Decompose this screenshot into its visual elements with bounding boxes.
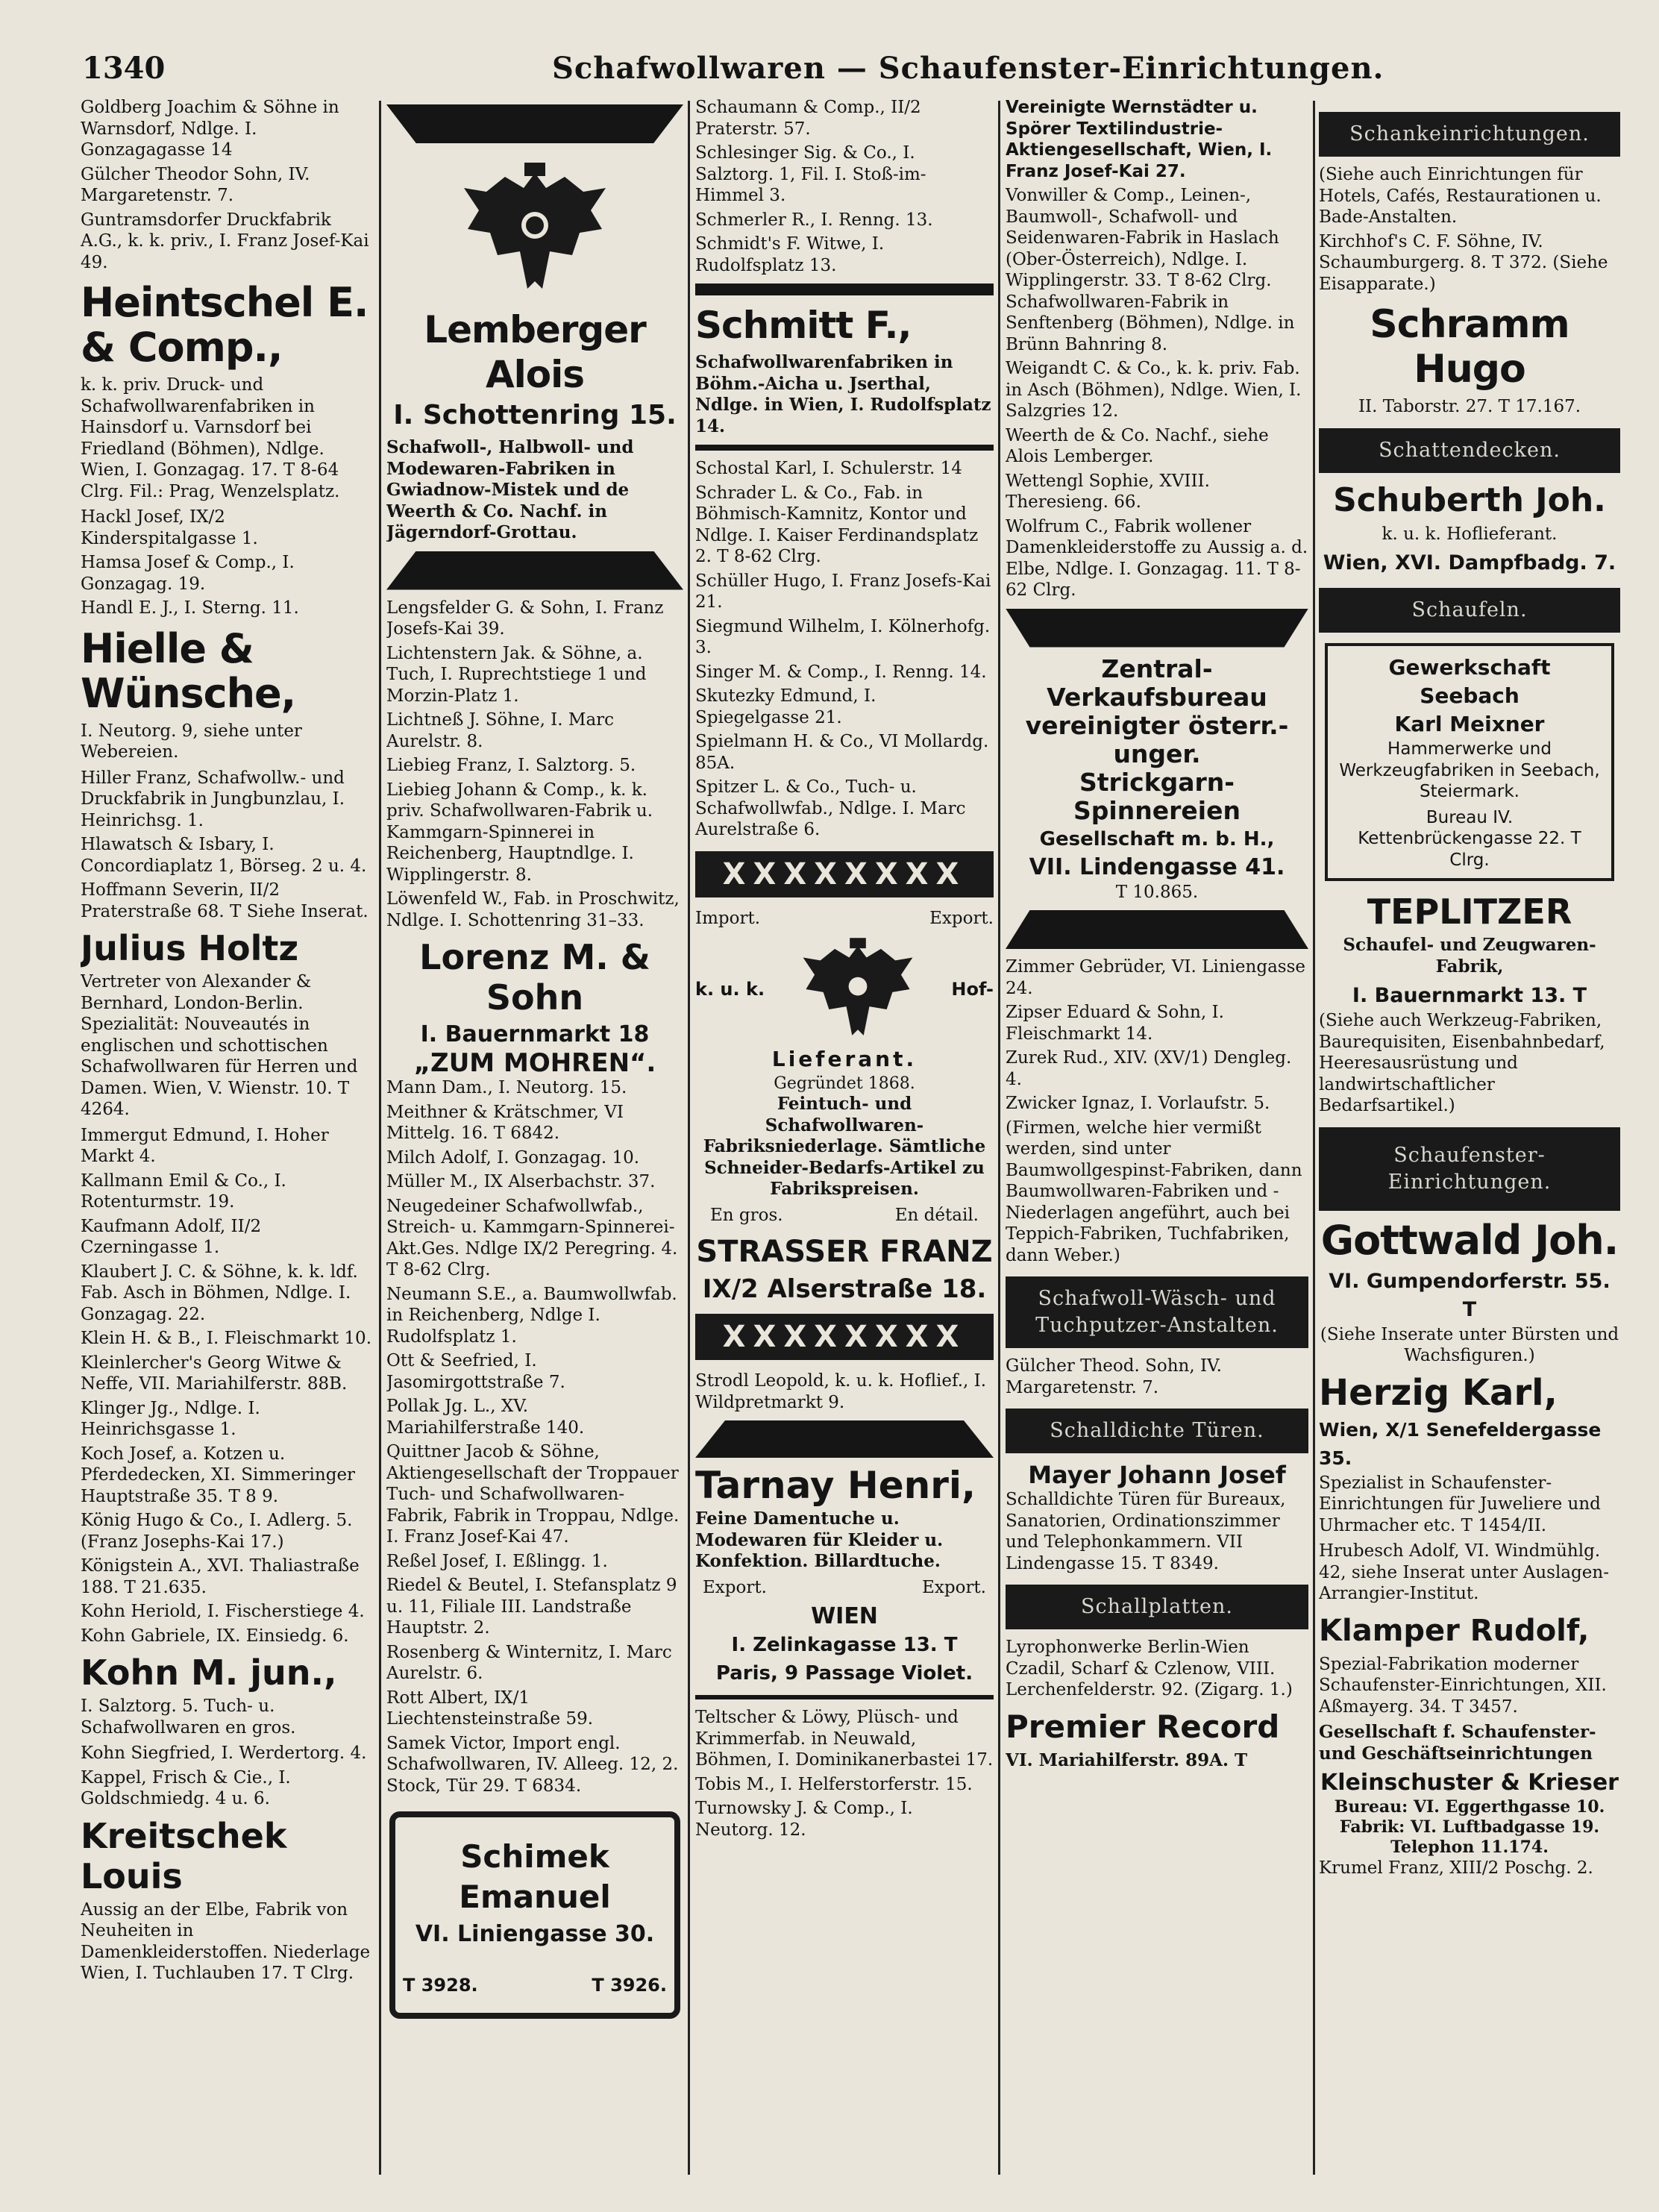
section-header-schank: Schankeinrichtungen. (1319, 112, 1620, 157)
list-item: Rott Albert, IX/1 Liechtensteinstraße 59. (386, 1688, 594, 1729)
list-item: Hamsa Josef & Comp., I. Gonzagag. 19. (81, 553, 295, 594)
ad-seebach-box (1325, 643, 1614, 881)
ad-tarnay-name: Tarnay Henri, (695, 1464, 976, 1507)
ad-heintschel-name: Heintschel E. & Comp., (81, 279, 369, 371)
list-item: Ott & Seefried, I. Jasomirgottstraße 7. (386, 1351, 565, 1392)
list-item: Gülcher Theodor Sohn, IV. Margaretenstr. 7. (81, 164, 310, 205)
ad-mayer-name: Mayer Johann Josef (1028, 1461, 1286, 1489)
ornament-bar (695, 1420, 994, 1458)
ad-klamper-name: Klamper Rudolf, (1319, 1613, 1590, 1648)
list-item: Teltscher & Löwy, Plüsch- und Krimmerfab. in Neuwald, Böhmen, I. Dominikanerbastei 17. (695, 1708, 994, 1770)
section-header-wasch: Schafwoll-Wäsch- und Tuchputzer-Anstalten. (1006, 1276, 1308, 1348)
list-item: Kappel, Frisch & Cie., I. Goldschmiedg. 4 u. 6. (81, 1767, 291, 1808)
list-item: Schmidt's F. Witwe, I. Rudolfsplatz 13. (695, 234, 885, 275)
ad-teplitzer-address: I. Bauernmarkt 13. T (1352, 984, 1587, 1007)
list-item: Schmerler R., I. Renng. 13. (695, 210, 933, 230)
ad-tarnay-address: I. Zelinkagasse 13. T (731, 1634, 958, 1656)
list-item: Samek Victor, Import engl. Schafwollwaren, IV. Alleeg. 12, 2. Stock, Tür 29. T 6834. (386, 1733, 679, 1796)
list-item: (Firmen, welche hier vermißt werden, sind unter Baumwollgespinst-Fabriken, dann Baumwollwaren-Fabriken und -Niederlagen angeführt, auch bei Teppich-Fabriken, Tuchfabriken, dann Weber.) (1006, 1118, 1302, 1265)
list-item: Weerth de & Co. Nachf., siehe Alois Lemberger. (1006, 425, 1269, 466)
list-item: Hlawatsch & Isbary, I. Concordiaplatz 1, Börseg. 2 u. 4. (81, 835, 367, 876)
list-item: Spitzer L. & Co., Tuch- u. Schafwollwfab., Ndlge. I. Marc Aurelstraße 6. (695, 777, 966, 839)
list-item: Goldberg Joachim & Söhne in Warnsdorf, Ndlge. I. Gonzagagasse 14 (81, 98, 339, 160)
ornament-bar (695, 1695, 994, 1699)
ad-hielle-text: I. Neutorg. 9, siehe unter Webereien. (81, 721, 302, 762)
column-1 (81, 97, 373, 2178)
section-header-schaufeln: Schaufeln. (1319, 588, 1620, 633)
ad-strasser-address: IX/2 Alserstraße 18. (702, 1274, 987, 1304)
list-item: Klinger Jg., Ndlge. I. Heinrichsgasse 1. (81, 1398, 260, 1439)
list-item: Reßel Josef, I. Eßlingg. 1. (386, 1551, 608, 1571)
ad-heintschel-text: k. k. priv. Druck- und Schafwollwarenfabriken in Hainsdorf u. Varnsdorf bei Friedland (Böhmen), Ndlge. Wien, I. Gonzagag. 17. T 8-64 Clrg. Fil.: Prag, Wenzelsplatz. (81, 375, 340, 501)
ornament-bar (1006, 910, 1308, 949)
ad-ges-name: Kleinschuster & Krieser (1320, 1770, 1619, 1796)
ad-gottwald-address: VI. Gumpendorferstr. 55. T (1329, 1269, 1611, 1321)
ad-seebach-name: Gewerkschaft Seebach (1388, 655, 1551, 708)
ad-seebach-text: Hammerwerke und Werkzeugfabriken in Seebach, Steiermark. (1339, 739, 1600, 801)
ad-lemberger-text: Schafwoll-, Halbwoll- und Modewaren-Fabriken in Gwiadnow-Mistek und de Weerth & Co. Nachf. in Jägerndorf-Grottau. (386, 437, 634, 542)
list-item: Skutezky Edmund, I. Spiegelgasse 21. (695, 686, 876, 727)
ad-tarnay-paris: Paris, 9 Passage Violet. (715, 1662, 973, 1685)
list-item: Spielmann H. & Co., VI Mollardg. 85A. (695, 732, 989, 773)
list-item: Zwicker Ignaz, I. Vorlaufstr. 5. (1006, 1094, 1270, 1113)
ad-kreitschek-name: Kreitschek Louis (81, 1815, 287, 1896)
list-item: Schaumann & Comp., II/2 Praterstr. 57. (695, 98, 921, 139)
double-eagle-icon (794, 933, 921, 1045)
list-item: Turnowsky J. & Comp., I. Neutorg. 12. (695, 1799, 913, 1840)
ad-hof-crest-row (695, 933, 994, 1045)
ad-hof-kuk: k. u. k. (695, 979, 765, 1000)
list-item: Wolfrum C., Fabrik wollener Damenkleiderstoffe zu Aussig a. d. Elbe, Ndlge. I. Gonzagag. 11. T 8-62 Clrg. (1006, 516, 1308, 600)
list-item: Hiller Franz, Schafwollw.- und Druckfabrik in Jungbunzlau, I. Heinrichsg. 1. (81, 768, 345, 830)
list-item: Siegmund Wilhelm, I. Kölnerhofg. 3. (695, 616, 991, 657)
ornament-xrow: XXXXXXXX (695, 1314, 994, 1360)
ad-ges-bureau: Bureau: VI. Eggerthgasse 10. (1334, 1797, 1605, 1817)
list-item: Guntramsdorfer Druckfabrik A.G., k. k. priv., I. Franz Josef-Kai 49. (81, 210, 369, 272)
ad-lorenz-address: I. Bauernmarkt 18 (420, 1021, 650, 1047)
list-item: Hackl Josef, IX/2 Kinderspitalgasse 1. (81, 507, 258, 548)
list-item: Gülcher Theod. Sohn, IV. Margaretenstr. 7. (1006, 1356, 1222, 1397)
ad-schmitt-text: Schafwollwarenfabriken in Böhm.-Aicha u. Jserthal, Ndlge. in Wien, I. Rudolfsplatz 14. (695, 352, 991, 436)
ornament-xrow: XXXXXXXX (695, 851, 994, 897)
section-note-schank: (Siehe auch Einrichtungen für Hotels, Cafés, Restaurationen u. Bade-Anstalten. (1319, 165, 1602, 227)
ad-vereinigte-name: Vereinigte Wernstädter u. Spörer Textilindustrie-Aktiengesellschaft, Wien, I. Franz Josef-Kai 27. (1006, 98, 1273, 181)
list-item: Handl E. J., I. Sterng. 11. (81, 598, 299, 618)
list-item: Löwenfeld W., Fab. in Proschwitz, Ndlge. I. Schottenring 31–33. (386, 889, 680, 930)
column-4 (1006, 97, 1308, 2178)
double-eagle-icon (453, 158, 617, 300)
section-header-schallplatten: Schallplatten. (1006, 1585, 1308, 1629)
ornament-bar (386, 104, 683, 143)
ad-tarnay-city: WIEN (811, 1603, 878, 1629)
ad-seebach-address: Bureau IV. Kettenbrückengasse 22. T Clrg. (1358, 807, 1581, 870)
ad-teplitzer-sub: Schaufel- und Zeugwaren-Fabrik, (1343, 935, 1596, 977)
list-item: Wettengl Sophie, XVIII. Theresieng. 66. (1006, 471, 1210, 512)
ad-hof-engros: En gros. (710, 1205, 783, 1225)
ad-tarnay-export-2: Export. (922, 1577, 986, 1597)
ad-ges-phone: Telephon 11.174. (1390, 1837, 1549, 1857)
list-item: Meithner & Krätschmer, VI Mittelg. 16. T 6842. (386, 1102, 624, 1143)
ad-kohn-text: I. Salztorg. 5. Tuch- u. Schafwollwaren en gros. (81, 1696, 296, 1738)
list-item: Liebieg Johann & Comp., k. k. priv. Schafwollwaren-Fabrik u. Kammgarn-Spinnerei in Reichenberg, Hauptndlge. I. Wipplingerstr. 8. (386, 780, 653, 885)
ad-hof-import: Import. (695, 908, 761, 928)
section-header-schaufenster: Schaufenster-Einrichtungen. (1319, 1127, 1620, 1211)
ad-hof-lieferant: Lieferant. (771, 1047, 918, 1071)
ad-premier-name: Premier Record (1006, 1708, 1280, 1745)
ad-kreitschek-text: Aussig an der Elbe, Fabrik von Neuheiten in Damenkleiderstoffen. Niederlage Wien, I. Tuchlauben 17. T Clrg. (81, 1899, 371, 1983)
list-item: Müller M., IX Alserbachstr. 37. (386, 1172, 656, 1191)
list-item: Kleinlercher's Georg Witwe & Neffe, VII. Mariahilferstr. 88B. (81, 1353, 348, 1394)
column-rule (1313, 101, 1315, 2175)
ad-zentral-phone: T 10.865. (1115, 882, 1199, 902)
running-title: Schafwollwaren — Schaufenster-Einrichtungen. (552, 51, 1384, 86)
ad-teplitzer-note: (Siehe auch Werkzeug-Fabriken, Baurequisiten, Eisenbahnbedarf, Heeresausrüstung und landwirtschaftlicher Bedarfsartikel.) (1319, 1011, 1605, 1115)
ad-seebach-owner: Karl Meixner (1394, 712, 1545, 736)
list-item: Schrader L. & Co., Fab. in Böhmisch-Kamnitz, Kontor und Ndlge. I. Kaiser Ferdinandsplatz 2. T 8-62 Clrg. (695, 483, 979, 566)
ad-tarnay-export-1: Export. (703, 1577, 767, 1597)
ad-ges-fabrik: Fabrik: VI. Luftbadgasse 19. (1339, 1817, 1600, 1837)
list-item: Schostal Karl, I. Schulerstr. 14 (695, 459, 962, 478)
list-item: Kohn Heriold, I. Fischerstiege 4. (81, 1602, 365, 1621)
list-item: Singer M. & Comp., I. Renng. 14. (695, 662, 987, 682)
list-item: Hrubesch Adolf, VI. Windmühlg. 42, siehe Inserat unter Auslagen-Arrangier-Institut. (1319, 1541, 1609, 1603)
column-3 (695, 97, 994, 2178)
ad-schramm-address: II. Taborstr. 27. T 17.167. (1358, 397, 1581, 416)
ad-holtz-name: Julius Holtz (81, 928, 299, 968)
column-2 (386, 97, 683, 2178)
ad-schramm-name: Schramm Hugo (1370, 302, 1569, 392)
ad-teplitzer-name: TEPLITZER (1367, 892, 1572, 932)
list-item: Riedel & Beutel, I. Stefansplatz 9 u. 11, Filiale III. Landstraße Hauptstr. 2. (386, 1576, 677, 1638)
ad-lorenz-sign: „ZUM MOHREN“. (413, 1048, 656, 1078)
list-item: Lyrophonwerke Berlin-Wien Czadil, Scharf & Czlenow, VIII. Lerchenfelderstr. 92. (Zigarg. 1.) (1006, 1638, 1293, 1699)
list-item: Kohn Siegfried, I. Werdertorg. 4. (81, 1743, 367, 1763)
ad-mayer-text: Schalldichte Türen für Bureaux, Sanatorien, Ordinationszimmer und Telephonkammern. VII Lindengasse 15. T 8349. (1006, 1490, 1286, 1573)
ad-schimek-phones (403, 1971, 667, 1999)
ornament-bar (695, 283, 994, 295)
ad-zentral-name-2: vereinigter österr.-unger. (1025, 710, 1289, 768)
ad-zentral-address: VII. Lindengasse 41. (1029, 853, 1285, 880)
ad-schuberth-address: Wien, XVI. Dampfbadg. 7. (1323, 551, 1616, 574)
ad-zentral-name-1: Zentral-Verkaufsbureau (1047, 654, 1267, 712)
ad-lemberger-name: Lemberger Alois (424, 308, 646, 396)
list-item: Vonwiller & Comp., Leinen-, Baumwoll-, Schafwoll- und Seidenwaren-Fabrik in Haslach (Ober-Österreich), Ndlge. I. Wipplingerstr. 33. T 8-62 Clrg. Schafwollwaren-Fabrik in Senftenberg (Böhmen), Ndlge. in Brünn Bahnring 8. (1006, 186, 1295, 354)
list-item: Lichtneß J. Söhne, I. Marc Aurelstr. 8. (386, 710, 615, 751)
ad-hof-top (695, 908, 994, 930)
ad-hof-text: Feintuch- und Schafwollwaren-Fabriksniederlage. Sämtliche Schneider-Bedarfs-Artikel zu Fabrikspreisen. (703, 1094, 986, 1199)
ad-herzig-name: Herzig Karl, (1319, 1371, 1558, 1414)
ad-lemberger-address: I. Schottenring 15. (393, 400, 677, 430)
list-item: Liebieg Franz, I. Salztorg. 5. (386, 756, 636, 775)
list-item: Neugedeiner Schafwollwfab., Streich- u. Kammgarn-Spinnerei-Akt.Ges. Ndlge IX/2 Peregring. 4. T 8-62 Clrg. (386, 1196, 678, 1279)
list-item: Kohn Gabriele, IX. Einsiedg. 6. (81, 1626, 349, 1646)
column-rule (379, 101, 381, 2175)
list-item: Milch Adolf, I. Gonzagag. 10. (386, 1147, 640, 1168)
ad-holtz-text: Vertreter von Alexander & Bernhard, London-Berlin. Spezialität: Nouveautés in englischen und schottischen Schafwollwaren für Herren und Damen. Wien, V. Wienstr. 10. T 4264. (81, 972, 358, 1119)
ad-hof-export: Export. (929, 908, 994, 928)
list-item: König Hugo & Co., I. Adlerg. 5. (Franz Josephs-Kai 17.) (81, 1511, 353, 1552)
ad-gottwald-note: (Siehe Inserate unter Bürsten und Wachsfiguren.) (1320, 1324, 1619, 1365)
ornament-bar (695, 445, 994, 451)
ad-hof-founded: Gegründet 1868. (774, 1074, 915, 1093)
ad-ges-title: Gesellschaft f. Schaufenster- und Geschäftseinrichtungen (1319, 1722, 1596, 1764)
ad-schimek-phone-1: T 3928. (403, 1975, 478, 1996)
list-item: Mann Dam., I. Neutorg. 15. (386, 1078, 627, 1097)
list-item: Strodl Leopold, k. u. k. Hoflief., I. Wildpretmarkt 9. (695, 1371, 987, 1412)
ornament-bar (1006, 609, 1308, 648)
list-item: Weigandt C. & Co., k. k. priv. Fab. in Asch (Böhmen), Ndlge. Wien, I. Salzgries 12. (1006, 359, 1302, 421)
ad-zentral-name-3: Strickgarn-Spinnereien (1073, 767, 1241, 825)
ad-hof-endetail: En détail. (894, 1205, 979, 1225)
ad-kohn-name: Kohn M. jun., (81, 1652, 337, 1693)
list-item: Lichtenstern Jak. & Söhne, a. Tuch, I. Ruprechtstiege 1 und Morzin-Platz 1. (386, 643, 647, 706)
ad-lorenz-name: Lorenz M. & Sohn (419, 937, 650, 1018)
list-item: Pollak Jg. L., XV. Mariahilferstraße 140. (386, 1397, 585, 1438)
list-item: Hoffmann Severin, II/2 Praterstraße 68. T Siehe Inserat. (81, 880, 369, 921)
section-header-schatten: Schattendecken. (1319, 428, 1620, 473)
ad-herzig-address: Wien, X/1 Senefeldergasse 35. (1319, 1418, 1602, 1469)
ad-herzig-text: Spezialist in Schaufenster-Einrichtungen für Juweliere und Uhrmacher etc. T 1454/II. (1319, 1473, 1601, 1535)
list-item: Kaufmann Adolf, II/2 Czerningasse 1. (81, 1216, 262, 1257)
list-item: Zimmer Gebrüder, VI. Liniengasse 24. (1006, 957, 1306, 998)
list-item: Klein H. & B., I. Fleischmarkt 10. (81, 1329, 372, 1348)
list-item: Schüller Hugo, I. Franz Josefs-Kai 21. (695, 571, 991, 612)
ad-hielle-name: Hielle & Wünsche, (81, 624, 296, 717)
list-item: Lengsfelder G. & Sohn, I. Franz Josefs-Kai 39. (386, 598, 664, 639)
ad-schmitt-name: Schmitt F., (695, 304, 912, 347)
ad-schuberth-sub: k. u. k. Hoflieferant. (1382, 524, 1558, 544)
ad-tarnay-text: Feine Damentuche u. Modewaren für Kleider u. Konfektion. Billardtuche. (695, 1508, 944, 1571)
list-item: Quittner Jacob & Söhne, Aktiengesellschaft der Troppauer Tuch- und Schafwollwaren-Fabrik, Fabrik in Troppau, Ndlge. I. Franz Josef-Kai 47. (386, 1442, 680, 1547)
ad-tarnay-export-row (695, 1577, 994, 1599)
list-item: Kirchhof's C. F. Söhne, IV. Schaumburgerg. 8. T 372. (Siehe Eisapparate.) (1319, 231, 1608, 294)
column-rule (688, 101, 690, 2175)
ad-schuberth-name: Schuberth Joh. (1333, 480, 1606, 519)
ad-premier-address: VI. Mariahilferstr. 89A. T (1006, 1749, 1248, 1770)
list-item: Immergut Edmund, I. Hoher Markt 4. (81, 1125, 329, 1166)
column-rule (998, 101, 1000, 2175)
list-item: Klaubert J. C. & Söhne, k. k. ldf. Fab. Asch in Böhmen, Ndlge. I. Gonzagag. 22. (81, 1262, 358, 1324)
ad-zentral-company: Gesellschaft m. b. H., (1039, 827, 1275, 850)
list-item: Koch Josef, a. Kotzen u. Pferdedecken, XI. Simmeringer Hauptstraße 35. T 8 9. (81, 1444, 356, 1506)
page-header (82, 45, 1619, 97)
page-number: 1340 (82, 51, 166, 86)
list-item: Tobis M., I. Helferstorferstr. 15. (695, 1774, 973, 1794)
list-item: Krumel Franz, XIII/2 Poschg. 2. (1319, 1858, 1593, 1878)
ad-hof-hof: Hof- (951, 979, 994, 1000)
list-item: Kallmann Emil & Co., I. Rotenturmstr. 19. (81, 1171, 286, 1212)
section-header-schalldicht: Schalldichte Türen. (1006, 1409, 1308, 1453)
list-item: Zurek Rud., XIV. (XV/1) Dengleg. 4. (1006, 1048, 1292, 1089)
ad-hof-bottom (695, 1205, 994, 1226)
ad-schimek-box (389, 1811, 680, 2019)
list-item: Zipser Eduard & Sohn, I. Fleischmarkt 14. (1006, 1003, 1224, 1044)
column-5 (1319, 97, 1620, 2178)
ad-gottwald-name: Gottwald Joh. (1320, 1216, 1619, 1264)
ad-strasser-name: STRASSER FRANZ (696, 1235, 993, 1269)
ad-schimek-name: Schimek Emanuel (459, 1838, 611, 1915)
list-item: Rosenberg & Winternitz, I. Marc Aurelstr. 6. (386, 1642, 672, 1683)
ad-klamper-text: Spezial-Fabrikation moderner Schaufenster-Einrichtungen, XII. Aßmayerg. 34. T 3457. (1319, 1654, 1607, 1717)
list-item: Schlesinger Sig. & Co., I. Salztorg. 1, Fil. I. Stoß-im-Himmel 3. (695, 143, 926, 205)
ad-schimek-address: VI. Liniengasse 30. (415, 1921, 655, 1947)
ornament-bar (386, 551, 683, 590)
ad-schimek-phone-2: T 3926. (592, 1975, 667, 1996)
list-item: Königstein A., XVI. Thaliastraße 188. T 21.635. (81, 1556, 360, 1597)
list-item: Neumann S.E., a. Baumwollwfab. in Reichenberg, Ndlge I. Rudolfsplatz 1. (386, 1284, 677, 1347)
